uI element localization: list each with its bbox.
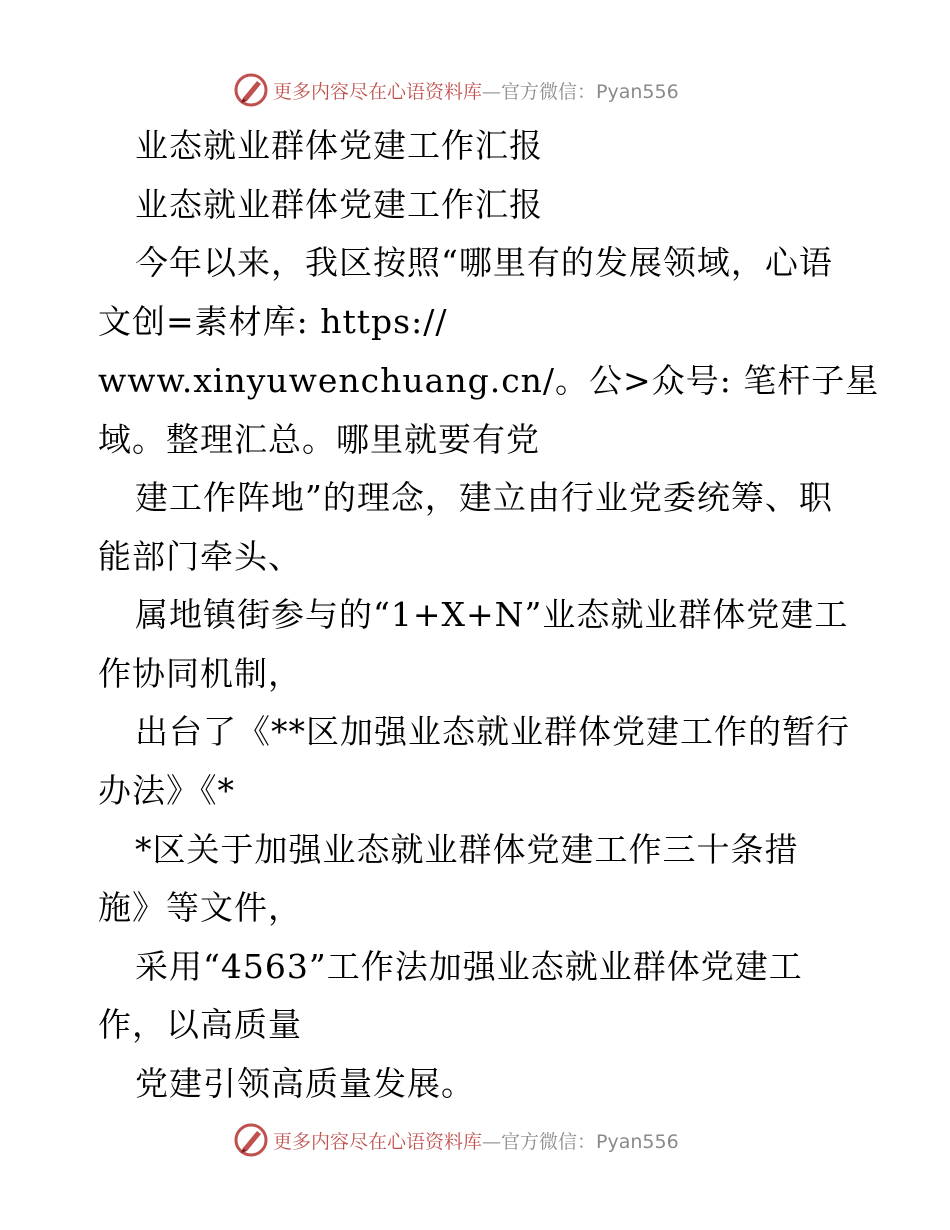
paragraph-line: *区关于加强业态就业群体党建工作三十条措 xyxy=(135,830,799,869)
paragraph-line: 采用“4563”工作法加强业态就业群体党建工 xyxy=(135,947,803,986)
paragraph-line: 党建引领高质量发展。 xyxy=(135,1064,475,1103)
paragraph-line: 能部门牵头、 xyxy=(98,537,302,576)
watermark-text: 更多内容尽在心语资料库—官方微信：Pyan556 xyxy=(273,80,679,103)
paragraph-line: 作协同机制， xyxy=(98,654,302,693)
paragraph-line: 文创=素材库: https:// xyxy=(98,302,448,341)
watermark-header xyxy=(233,70,713,110)
paragraph-line: 出台了《**区加强业态就业群体党建工作的暂行 xyxy=(135,712,850,751)
pen-logo-icon xyxy=(233,1122,269,1158)
watermark-footer xyxy=(233,1120,713,1160)
pen-logo-icon xyxy=(233,72,269,108)
paragraph-line: 属地镇街参与的“1+X+N”业态就业群体党建工 xyxy=(135,595,849,634)
paragraph-line: 建工作阵地”的理念，建立由行业党委统筹、职 xyxy=(135,478,833,517)
paragraph-line: 今年以来，我区按照“哪里有的发展领域，心语 xyxy=(135,243,833,282)
doc-subtitle: 业态就业群体党建工作汇报 xyxy=(135,185,543,224)
paragraph-line: 作，以高质量 xyxy=(98,1005,302,1044)
doc-title: 业态就业群体党建工作汇报 xyxy=(135,126,543,165)
paragraph-line: 域。整理汇总。哪里就要有党 xyxy=(98,420,540,459)
paragraph-line: www.xinyuwenchuang.cn/。公>众号: 笔杆子星 xyxy=(98,361,880,400)
paragraph-line: 施》等文件， xyxy=(98,888,302,927)
watermark-text: 更多内容尽在心语资料库—官方微信：Pyan556 xyxy=(273,1130,679,1153)
paragraph-line: 办法》《* xyxy=(98,771,235,810)
